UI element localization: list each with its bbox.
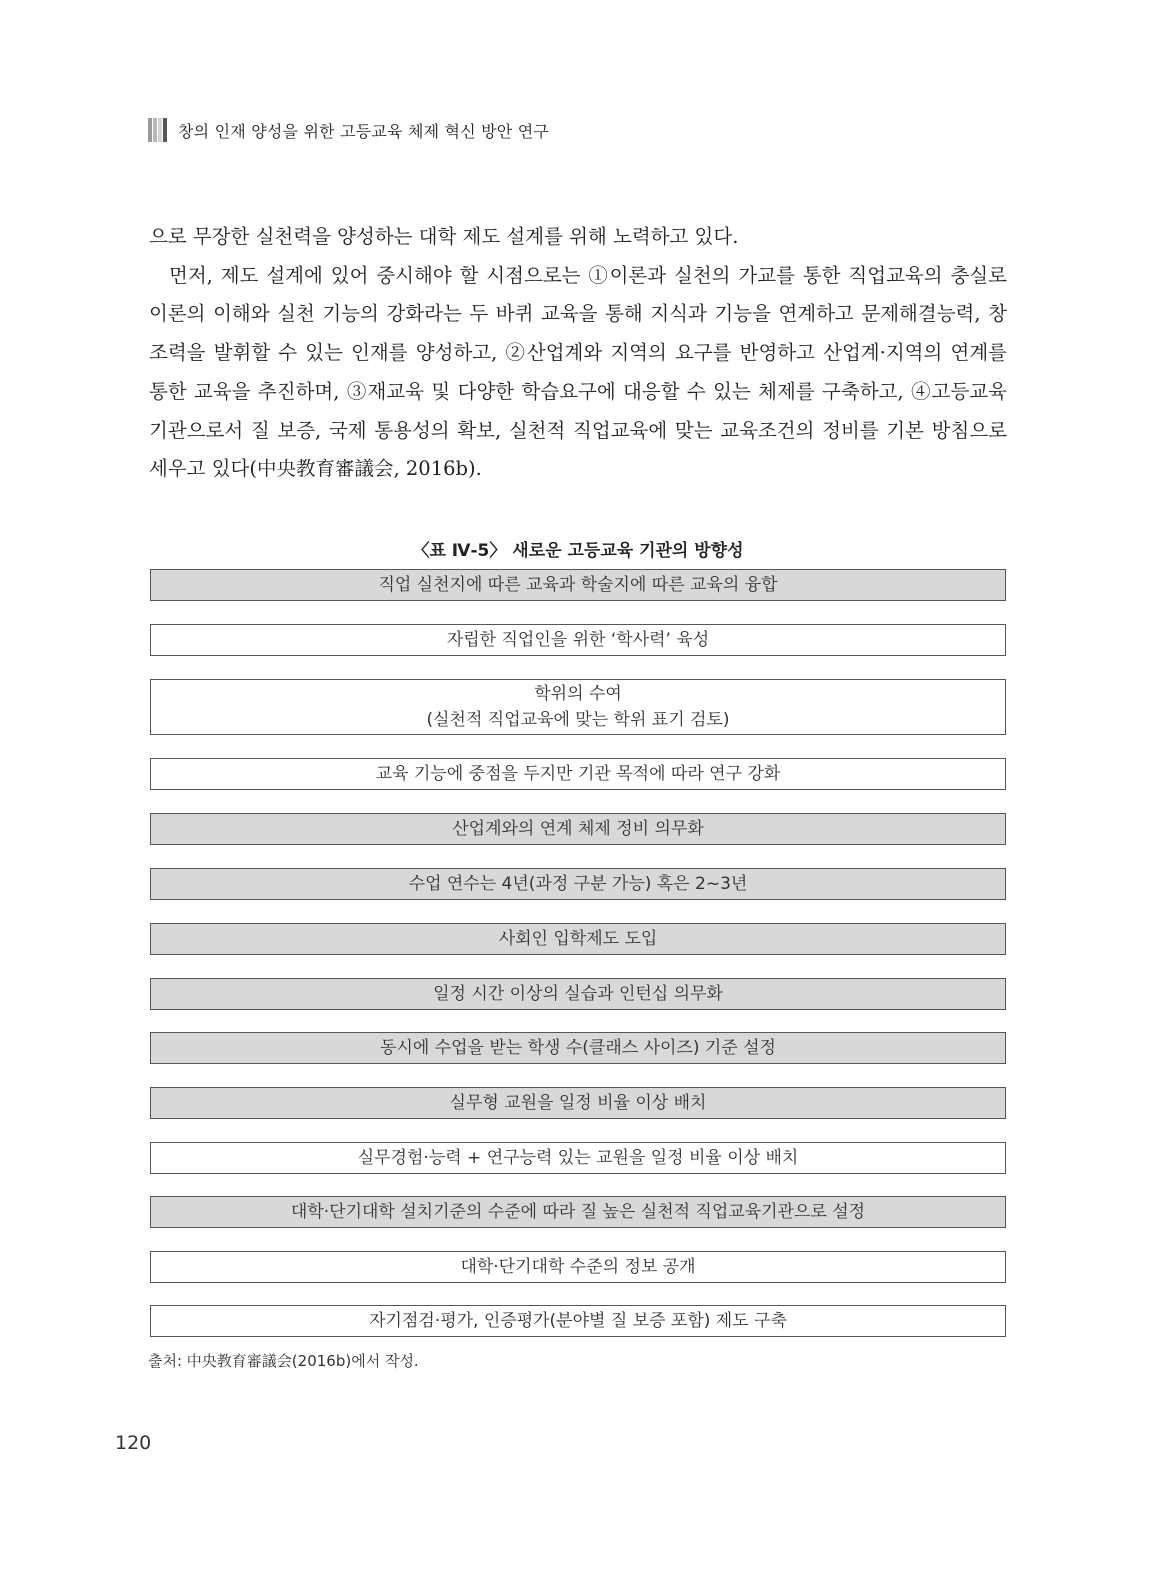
body-text xyxy=(149,218,1007,489)
running-header xyxy=(148,118,549,142)
header-bar-segment xyxy=(148,118,152,142)
table-row-text: 대학·단기대학 수준의 정보 공개 xyxy=(460,1257,696,1277)
table-row-text: 실무형 교원을 일정 비율 이상 배치 xyxy=(449,1093,707,1113)
table-row-text: 자기점검·평가, 인증평가(분야별 질 보증 포함) 제도 구축 xyxy=(369,1311,787,1331)
running-header-title: 창의 인재 양성을 위한 고등교육 체제 혁신 방안 연구 xyxy=(178,121,550,141)
table-row xyxy=(150,569,1006,601)
table-row-text: 일정 시간 이상의 실습과 인턴십 의무화 xyxy=(433,984,723,1004)
table-row-text: 대학·단기대학 설치기준의 수준에 따라 질 높은 실천적 직업교육기관으로 설정 xyxy=(290,1202,866,1222)
table-row xyxy=(150,978,1006,1010)
table-row xyxy=(150,624,1006,656)
body-paragraph: 먼저, 제도 설계에 있어 중시해야 할 시점으로는 ①이론과 실천의 가교를 통한 직업교육의 충실로 이론의 이해와 실천 기능의 강화라는 두 바퀴 교육을 통해 지식과 기능을 연계하고 문제해결능력, 창조력을 발휘할 수 있는 인재를 양성하고, ②산업계와 지역의 요구를 반영하고 산업계·지역의 연계를 통한 교육을 추진하며, ③재교육 및 다양한 학습요구에 대응할 수 있는 체제를 구축하고, ④고등교육 기관으로서 질 보증, 국제 통용성의 확보, 실천적 직업교육에 맞는 교육조건의 정비를 기본 방침으로 세우고 있다(中央教育審議会, 2016b). xyxy=(149,263,1007,481)
header-bar-segment xyxy=(153,118,157,142)
header-bar-segment xyxy=(158,118,162,142)
table-row-text: 교육 기능에 중점을 두지만 기관 목적에 따라 연구 강화 xyxy=(375,764,781,784)
table-row xyxy=(150,1032,1006,1064)
table-row-text: 산업계와의 연계 체제 정비 의무화 xyxy=(452,819,704,839)
table-row xyxy=(150,1087,1006,1119)
table-row xyxy=(150,1305,1006,1337)
header-bar-segment xyxy=(163,118,167,142)
table-row xyxy=(150,1196,1006,1228)
header-bar-icon xyxy=(148,118,168,142)
source-note: 출처: 中央教育審議会(2016b)에서 작성. xyxy=(148,1352,419,1370)
table-row xyxy=(150,813,1006,845)
table-row-text: 직업 실천지에 따른 교육과 학술지에 따른 교육의 융합 xyxy=(378,575,778,595)
table-row-text: 자립한 직업인을 위한 ‘학사력’ 육성 xyxy=(446,630,710,650)
page-number: 120 xyxy=(115,1432,152,1454)
table-row xyxy=(150,758,1006,790)
table-row xyxy=(150,679,1006,735)
table-row-text: 학위의 수여 xyxy=(534,684,622,704)
body-paragraph: 으로 무장한 실천력을 양성하는 대학 제도 설계를 위해 노력하고 있다. xyxy=(149,225,739,248)
table-row-text: (실천적 직업교육에 맞는 학위 표기 검토) xyxy=(426,710,730,730)
table-row xyxy=(150,923,1006,955)
table-row-text: 사회인 입학제도 도입 xyxy=(498,929,658,949)
table-row xyxy=(150,1251,1006,1283)
table-row-text: 수업 연수는 4년(과정 구분 가능) 혹은 2~3년 xyxy=(408,874,748,894)
table-row xyxy=(150,1142,1006,1174)
table-row xyxy=(150,868,1006,900)
table-row-text: 동시에 수업을 받는 학생 수(클래스 사이즈) 기준 설정 xyxy=(380,1038,776,1058)
table-caption: 〈표 Ⅳ-5〉 새로운 고등교육 기관의 방향성 xyxy=(412,541,744,561)
table-row-text: 실무경험·능력 + 연구능력 있는 교원을 일정 비율 이상 배치 xyxy=(357,1148,799,1168)
